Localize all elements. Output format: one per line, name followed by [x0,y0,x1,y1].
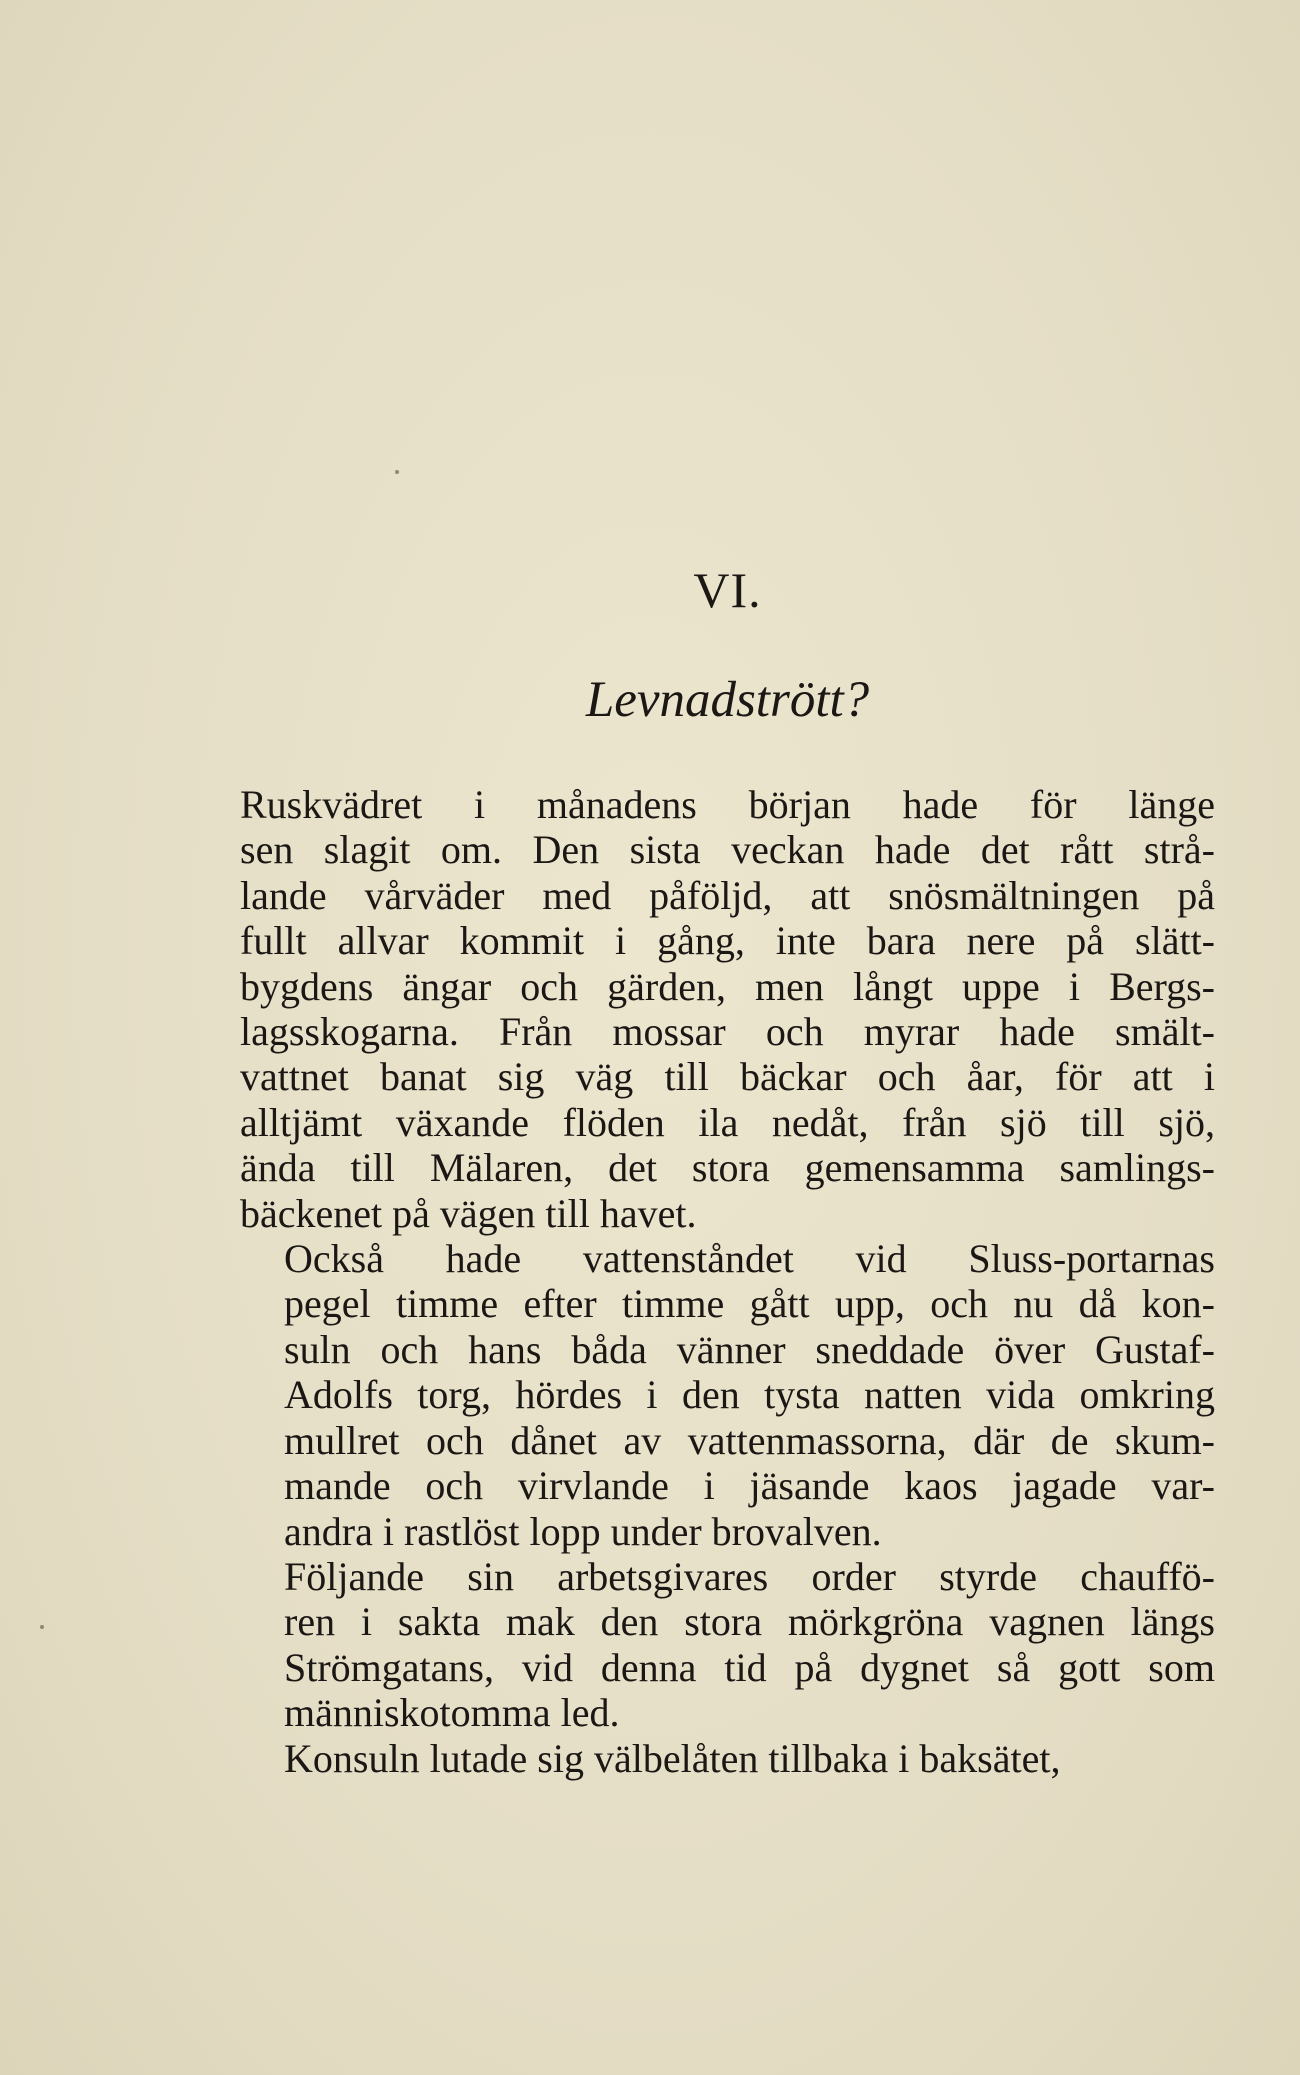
text-line: vattnet banat sig väg till bäckar och åar, för att i [240,1054,1215,1100]
text-line: Också hade vattenståndet vid Sluss-portarnas [284,1236,1215,1282]
text-line: människotomma led. [284,1690,620,1736]
text-line: alltjämt växande flöden ila nedåt, från sjö till sjö, [240,1099,1215,1145]
text-line: Ruskvädret i månadens början hade för länge [240,782,1215,827]
text-line: lande vårväder med påföljd, att snösmältningen på [240,872,1215,918]
chapter-text [240,560,1215,1781]
body-text [240,782,1215,1781]
text-line: Strömgatans, vid denna tid på dygnet så gott som [284,1644,1215,1690]
text-line: mullret och dånet av vattenmassorna, där de skum- [284,1417,1215,1463]
text-line: bäckenet på vägen till havet. [240,1190,697,1236]
paragraph [240,1736,1215,1781]
text-line: suln och hans båda vänner sneddade över Gustaf- [284,1326,1215,1372]
text-line: lagsskogarna. Från mossar och myrar hade smält- [240,1009,1215,1055]
text-line: fullt allvar kommit i gång, inte bara nere på slätt- [240,918,1215,964]
text-line: Följande sin arbetsgivares order styrde chauffö- [284,1553,1215,1599]
paragraph [240,1554,1215,1736]
paragraph [240,782,1215,1236]
text-line: Adolfs torg, hördes i den tysta natten vida omkring [284,1372,1215,1418]
text-line: ren i sakta mak den stora mörkgröna vagnen längs [284,1599,1215,1645]
text-line: sen slagit om. Den sista veckan hade det rått strå- [240,827,1215,873]
text-line: mande och virvlande i jäsande kaos jagade var- [284,1463,1215,1509]
text-line: pegel timme efter timme gått upp, och nu då kon- [284,1281,1215,1327]
ink-speck [395,470,399,474]
paragraph [240,1236,1215,1554]
chapter-number: VI. [693,562,762,618]
ink-speck [40,1625,44,1629]
text-line: andra i rastlöst lopp under brovalven. [284,1508,882,1554]
text-line: bygdens ängar och gärden, men långt uppe i Bergs- [240,963,1215,1009]
text-line: Konsuln lutade sig välbelåten tillbaka i baksätet, [284,1735,1061,1781]
text-line: ända till Mälaren, det stora gemensamma samlings- [240,1145,1215,1191]
chapter-title: Levnadstrött? [585,672,870,728]
